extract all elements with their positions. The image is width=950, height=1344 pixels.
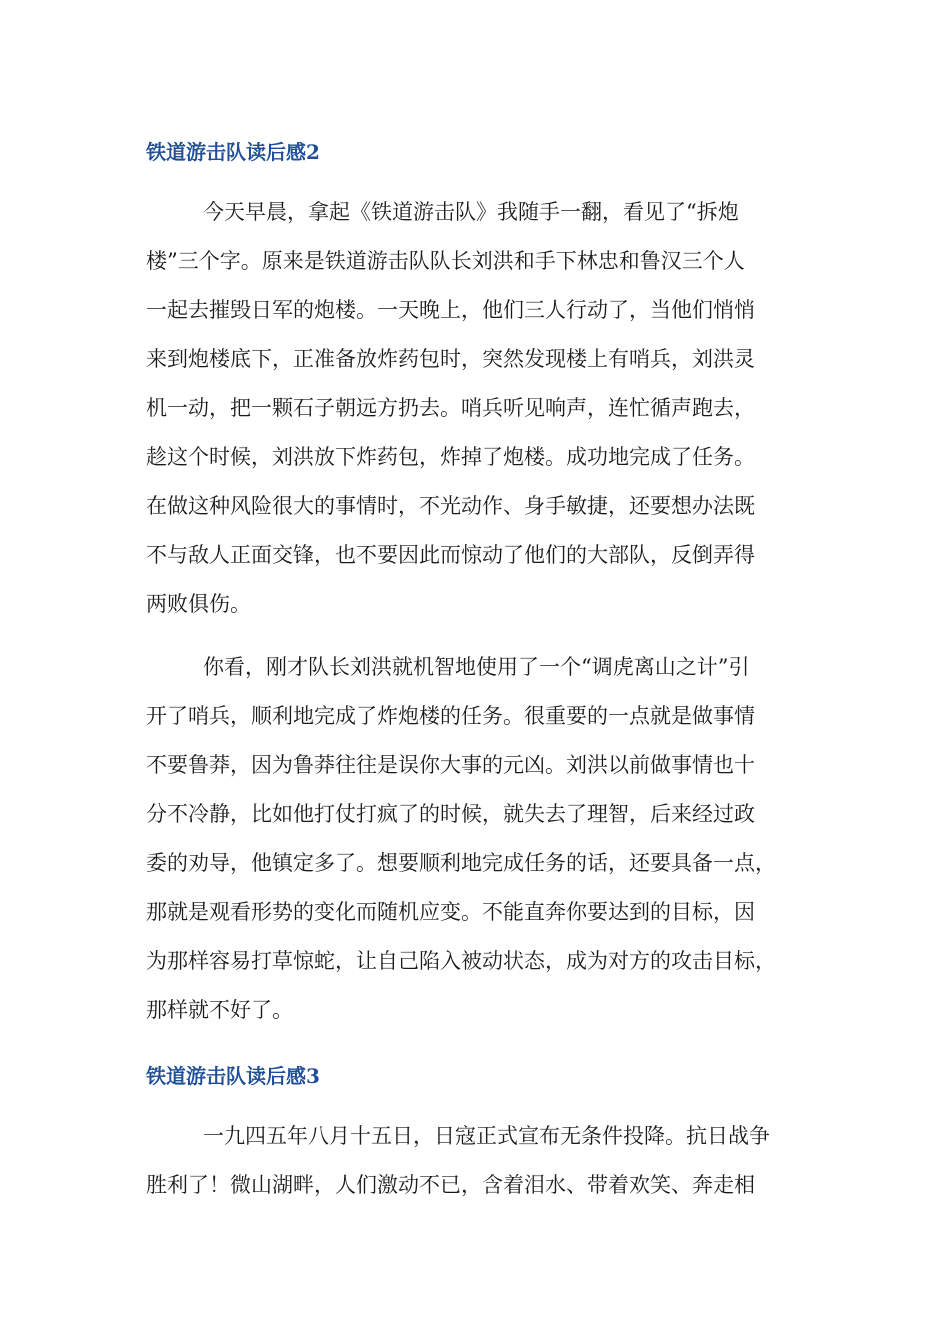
paragraph-line: 一起去摧毁日军的炮楼。一天晚上，他们三人行动了，当他们悄悄 [146, 298, 755, 322]
paragraph-line: 楼”三个字。原来是铁道游击队队长刘洪和手下林忠和鲁汉三个人 [146, 249, 745, 273]
paragraph-line: 今天早晨，拿起《铁道游击队》我随手一翻，看见了“拆炮 [203, 200, 739, 224]
paragraph-line: 你看，刚才队长刘洪就机智地使用了一个“调虎离山之计”引 [203, 655, 750, 679]
paragraph [146, 643, 806, 1035]
paragraph [146, 1112, 806, 1210]
paragraph-line: 胜利了！微山湖畔，人们激动不已，含着泪水、带着欢笑、奔走相 [146, 1173, 755, 1197]
paragraph-line: 委的劝导，他镇定多了。想要顺利地完成任务的话，还要具备一点， [146, 851, 776, 875]
paragraph-line: 分不冷静，比如他打仗打疯了的时候，就失去了理智，后来经过政 [146, 802, 755, 826]
paragraph-line: 机一动，把一颗石子朝远方扔去。哨兵听见响声，连忙循声跑去， [146, 396, 755, 420]
paragraph-line: 为那样容易打草惊蛇，让自己陷入被动状态，成为对方的攻击目标， [146, 949, 776, 973]
paragraph-line: 不与敌人正面交锋，也不要因此而惊动了他们的大部队，反倒弄得 [146, 543, 755, 567]
paragraph-line: 不要鲁莽，因为鲁莽往往是误你大事的元凶。刘洪以前做事情也十 [146, 753, 755, 777]
paragraph-line: 两败俱伤。 [146, 592, 251, 616]
paragraph-line: 来到炮楼底下，正准备放炸药包时，突然发现楼上有哨兵，刘洪灵 [146, 347, 755, 371]
paragraph-line: 在做这种风险很大的事情时，不光动作、身手敏捷，还要想办法既 [146, 494, 755, 518]
paragraph-line: 一九四五年八月十五日，日寇正式宣布无条件投降。抗日战争 [203, 1124, 770, 1148]
paragraph-line: 那样就不好了。 [146, 998, 293, 1022]
paragraph [146, 188, 806, 629]
section-heading: 铁道游击队读后感3 [146, 1064, 320, 1088]
section-heading: 铁道游击队读后感2 [146, 140, 320, 164]
paragraph-line: 趁这个时候，刘洪放下炸药包，炸掉了炮楼。成功地完成了任务。 [146, 445, 755, 469]
paragraph-line: 开了哨兵，顺利地完成了炸炮楼的任务。很重要的一点就是做事情 [146, 704, 755, 728]
paragraph-line: 那就是观看形势的变化而随机应变。不能直奔你要达到的目标，因 [146, 900, 755, 924]
